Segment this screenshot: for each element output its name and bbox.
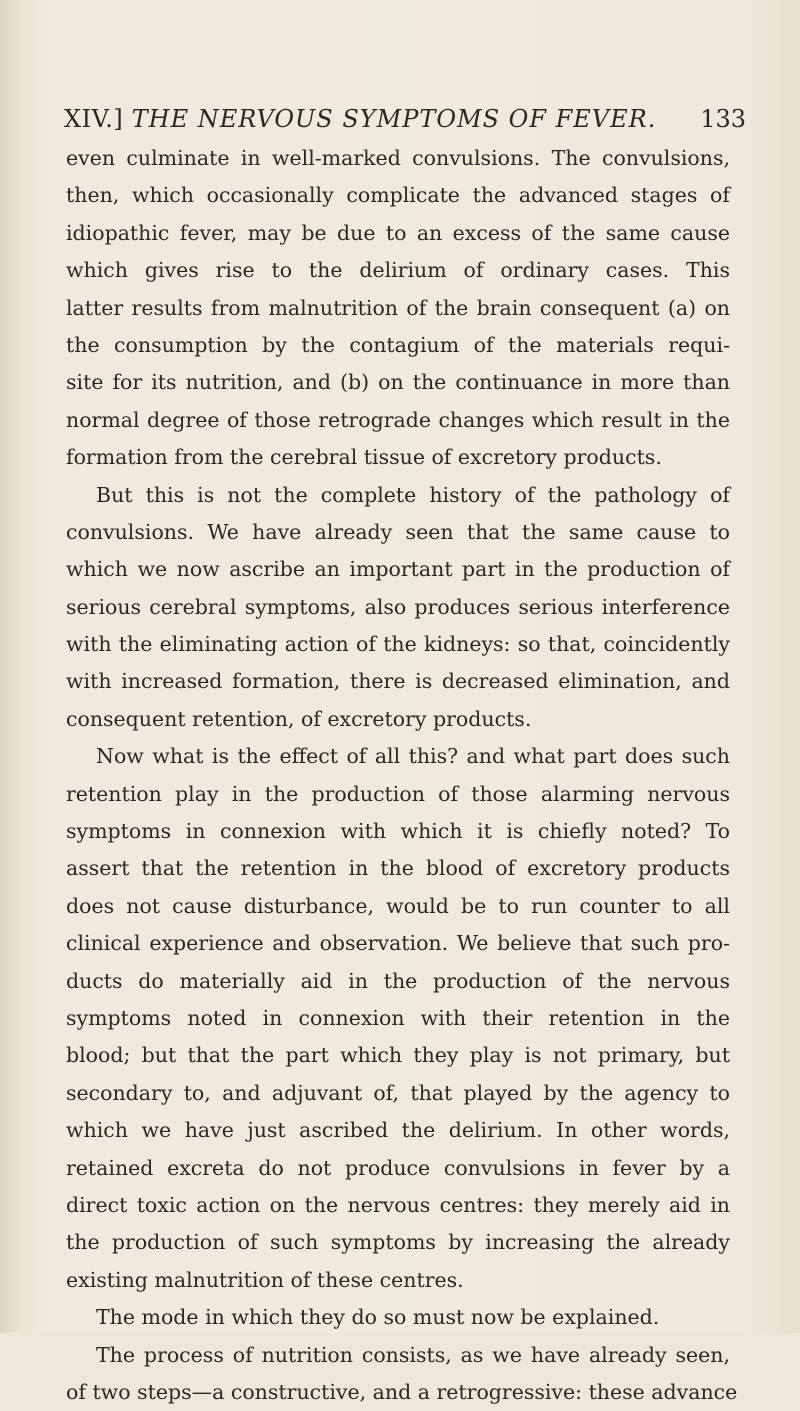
text-line: serious cerebral symptoms, also produces serious interference	[66, 594, 730, 619]
text-line: consequent retention, of excretory products.	[66, 706, 532, 731]
text-line: formation from the cerebral tissue of excretory products.	[66, 445, 662, 470]
text-line: the consumption by the contagium of the materials requi-	[66, 332, 730, 357]
text-line: The mode in which they do so must now be explained.	[96, 1305, 660, 1330]
text-line: retention play in the production of those alarming nervous	[66, 781, 730, 806]
text-line: does not cause disturbance, would be to run counter to all	[66, 893, 730, 918]
text-line: normal degree of those retrograde changes which result in the	[66, 407, 730, 432]
chapter-marker: XIV.]	[64, 105, 124, 133]
text-line: existing malnutrition of these centres.	[66, 1267, 464, 1292]
text-line: idiopathic fever, may be due to an excess of the same cause	[66, 220, 730, 245]
text-line: retained excreta do not produce convulsions in fever by a	[66, 1155, 730, 1180]
text-line: secondary to, and adjuvant of, that played by the agency to	[66, 1080, 730, 1105]
text-line: then, which occasionally complicate the advanced stages of	[66, 183, 730, 208]
text-line: assert that the retention in the blood of excretory products	[66, 856, 730, 881]
text-line: latter results from malnutrition of the brain consequent (a) on	[66, 295, 730, 320]
text-line: the production of such symptoms by increasing the already	[66, 1230, 730, 1255]
text-line: with the eliminating action of the kidneys: so that, coincidently	[66, 632, 730, 657]
text-line: of two steps—a constructive, and a retrogressive: these advance	[66, 1379, 738, 1404]
text-line: symptoms in connexion with which it is chiefly noted? To	[66, 819, 730, 844]
text-line: Now what is the effect of all this? and what part does such	[96, 744, 730, 769]
text-line: even culminate in well-marked convulsions. The convulsions,	[66, 146, 730, 170]
text-line: site for its nutrition, and (b) on the continuance in more than	[66, 370, 730, 395]
text-line: clinical experience and observation. We believe that such pro-	[66, 931, 730, 956]
text-line: The process of nutrition consists, as we have already seen,	[96, 1342, 730, 1367]
body-text	[66, 140, 738, 1411]
text-line: which gives rise to the delirium of ordinary cases. This	[66, 258, 730, 283]
page-number: 133	[700, 105, 746, 133]
text-line: which we now ascribe an important part in the production of	[66, 557, 730, 582]
text-line: But this is not the complete history of the pathology of	[96, 482, 730, 507]
running-title: THE NERVOUS SYMPTOMS OF FEVER.	[131, 105, 657, 133]
running-head	[64, 102, 746, 136]
text-line: symptoms noted in connexion with their retention in the	[66, 1005, 730, 1030]
text-line: with increased formation, there is decreased elimination, and	[66, 669, 730, 694]
text-line: direct toxic action on the nervous centres: they merely aid in	[66, 1192, 730, 1217]
text-line: which we have just ascribed the delirium. In other words,	[66, 1118, 730, 1143]
text-line: blood; but that the part which they play is not primary, but	[66, 1043, 730, 1068]
text-line: ducts do materially aid in the production of the nervous	[66, 968, 730, 993]
text-line: convulsions. We have already seen that the same cause to	[66, 519, 730, 544]
